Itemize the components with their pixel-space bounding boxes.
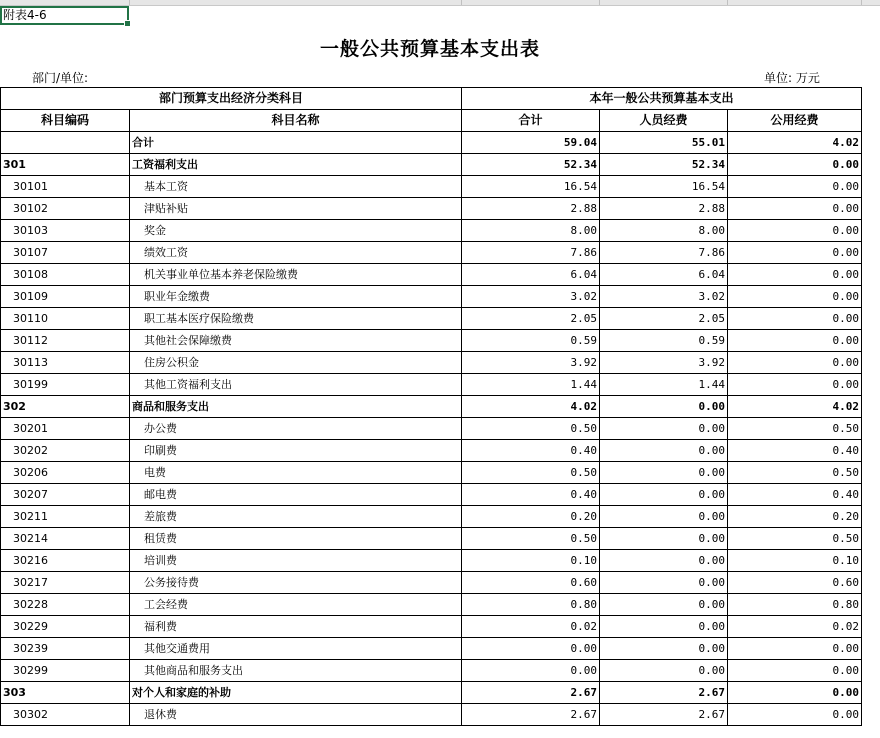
row-name-cell[interactable]: 职业年金缴费 <box>130 286 462 308</box>
row-code-cell[interactable]: 30110 <box>1 308 130 330</box>
row-name-cell[interactable]: 培训费 <box>130 550 462 572</box>
row-code-cell[interactable]: 30228 <box>1 594 130 616</box>
table-row <box>1 132 862 154</box>
row-public-cell[interactable]: 0.00 <box>728 352 862 374</box>
table-row <box>1 176 862 198</box>
table-row <box>1 418 862 440</box>
row-public-cell[interactable]: 0.60 <box>728 572 862 594</box>
row-personnel-cell[interactable]: 1.44 <box>600 374 728 396</box>
row-code-cell[interactable]: 30211 <box>1 506 130 528</box>
table-row <box>1 462 862 484</box>
row-public-cell[interactable]: 0.00 <box>728 154 862 176</box>
row-personnel-cell[interactable]: 0.00 <box>600 484 728 506</box>
row-code-cell[interactable]: 303 <box>1 682 130 704</box>
row-name-cell[interactable]: 职工基本医疗保险缴费 <box>130 308 462 330</box>
table-row <box>1 374 862 396</box>
row-name-cell[interactable]: 基本工资 <box>130 176 462 198</box>
header-total[interactable]: 合计 <box>462 110 600 132</box>
table-row <box>1 308 862 330</box>
row-name-cell[interactable]: 印刷费 <box>130 440 462 462</box>
row-public-cell[interactable]: 0.00 <box>728 198 862 220</box>
row-personnel-cell[interactable]: 8.00 <box>600 220 728 242</box>
row-public-cell[interactable]: 0.02 <box>728 616 862 638</box>
row-personnel-cell[interactable]: 2.88 <box>600 198 728 220</box>
row-total-cell[interactable]: 2.67 <box>462 682 600 704</box>
row-name-cell[interactable]: 办公费 <box>130 418 462 440</box>
row-name-cell[interactable]: 合计 <box>130 132 462 154</box>
row-public-cell[interactable]: 0.00 <box>728 682 862 704</box>
row-code-cell[interactable]: 30214 <box>1 528 130 550</box>
row-total-cell[interactable]: 0.00 <box>462 638 600 660</box>
row-personnel-cell[interactable]: 0.00 <box>600 396 728 418</box>
table-row <box>1 264 862 286</box>
row-total-cell[interactable]: 0.80 <box>462 594 600 616</box>
row-total-cell[interactable]: 16.54 <box>462 176 600 198</box>
row-public-cell[interactable]: 0.00 <box>728 638 862 660</box>
row-name-cell[interactable]: 对个人和家庭的补助 <box>130 682 462 704</box>
row-name-cell[interactable]: 工资福利支出 <box>130 154 462 176</box>
row-name-cell[interactable]: 租赁费 <box>130 528 462 550</box>
row-total-cell[interactable]: 0.60 <box>462 572 600 594</box>
row-personnel-cell[interactable]: 2.67 <box>600 682 728 704</box>
table-row <box>1 352 862 374</box>
row-total-cell[interactable]: 8.00 <box>462 220 600 242</box>
dept-label: 部门/单位: <box>32 71 89 85</box>
row-personnel-cell[interactable]: 52.34 <box>600 154 728 176</box>
row-code-cell[interactable]: 30202 <box>1 440 130 462</box>
row-personnel-cell[interactable]: 0.00 <box>600 572 728 594</box>
row-public-cell[interactable]: 0.00 <box>728 704 862 726</box>
row-name-cell[interactable]: 其他社会保障缴费 <box>130 330 462 352</box>
row-personnel-cell[interactable]: 0.00 <box>600 506 728 528</box>
budget-table <box>0 87 862 726</box>
row-personnel-cell[interactable]: 0.00 <box>600 550 728 572</box>
table-row <box>1 594 862 616</box>
row-code-cell[interactable]: 30199 <box>1 374 130 396</box>
table-row <box>1 704 862 726</box>
row-code-cell[interactable]: 30101 <box>1 176 130 198</box>
row-public-cell[interactable]: 4.02 <box>728 396 862 418</box>
row-total-cell[interactable]: 1.44 <box>462 374 600 396</box>
row-code-cell[interactable]: 301 <box>1 154 130 176</box>
row-code-cell[interactable]: 30201 <box>1 418 130 440</box>
row-public-cell[interactable]: 0.20 <box>728 506 862 528</box>
row-total-cell[interactable]: 3.02 <box>462 286 600 308</box>
row-code-cell[interactable]: 30107 <box>1 242 130 264</box>
table-row <box>1 220 862 242</box>
row-public-cell[interactable]: 0.40 <box>728 484 862 506</box>
selected-cell[interactable]: 附表4-6 <box>0 6 129 25</box>
row-code-cell[interactable]: 30108 <box>1 264 130 286</box>
page-title: 一般公共预算基本支出表 <box>319 38 540 60</box>
row-total-cell[interactable]: 2.05 <box>462 308 600 330</box>
row-public-cell[interactable]: 0.00 <box>728 220 862 242</box>
row-total-cell[interactable]: 0.50 <box>462 418 600 440</box>
row-name-cell[interactable]: 其他交通费用 <box>130 638 462 660</box>
row-name-cell[interactable]: 公务接待费 <box>130 572 462 594</box>
table-row <box>1 154 862 176</box>
unit-label: 单位: 万元 <box>764 71 820 85</box>
row-public-cell[interactable]: 0.80 <box>728 594 862 616</box>
row-public-cell[interactable]: 0.00 <box>728 176 862 198</box>
row-code-cell[interactable]: 30229 <box>1 616 130 638</box>
row-personnel-cell[interactable]: 0.59 <box>600 330 728 352</box>
row-code-cell[interactable]: 302 <box>1 396 130 418</box>
row-personnel-cell[interactable]: 2.05 <box>600 308 728 330</box>
row-name-cell[interactable]: 退休费 <box>130 704 462 726</box>
row-total-cell[interactable]: 7.86 <box>462 242 600 264</box>
row-total-cell[interactable]: 59.04 <box>462 132 600 154</box>
row-personnel-cell[interactable]: 0.00 <box>600 462 728 484</box>
row-personnel-cell[interactable]: 6.04 <box>600 264 728 286</box>
row-personnel-cell[interactable]: 16.54 <box>600 176 728 198</box>
header-group-left[interactable]: 部门预算支出经济分类科目 <box>1 88 462 110</box>
row-public-cell[interactable]: 0.00 <box>728 264 862 286</box>
row-name-cell[interactable]: 电费 <box>130 462 462 484</box>
row-name-cell[interactable]: 福利费 <box>130 616 462 638</box>
row-name-cell[interactable]: 商品和服务支出 <box>130 396 462 418</box>
row-name-cell[interactable]: 其他商品和服务支出 <box>130 660 462 682</box>
row-total-cell[interactable]: 3.92 <box>462 352 600 374</box>
row-total-cell[interactable]: 2.67 <box>462 704 600 726</box>
row-personnel-cell[interactable]: 3.02 <box>600 286 728 308</box>
row-code-cell[interactable]: 30216 <box>1 550 130 572</box>
header-personnel[interactable]: 人员经费 <box>600 110 728 132</box>
table-row <box>1 484 862 506</box>
row-total-cell[interactable]: 2.88 <box>462 198 600 220</box>
table-row <box>1 616 862 638</box>
row-total-cell[interactable]: 0.40 <box>462 484 600 506</box>
row-code-cell[interactable]: 30109 <box>1 286 130 308</box>
header-group-right[interactable]: 本年一般公共预算基本支出 <box>462 88 862 110</box>
row-total-cell[interactable]: 0.00 <box>462 660 600 682</box>
row-total-cell[interactable]: 0.50 <box>462 462 600 484</box>
row-personnel-cell[interactable]: 0.00 <box>600 660 728 682</box>
row-total-cell[interactable]: 0.40 <box>462 440 600 462</box>
row-name-cell[interactable]: 津贴补贴 <box>130 198 462 220</box>
row-personnel-cell[interactable]: 0.00 <box>600 528 728 550</box>
header-public[interactable]: 公用经费 <box>728 110 862 132</box>
table-row <box>1 550 862 572</box>
row-name-cell[interactable]: 奖金 <box>130 220 462 242</box>
row-total-cell[interactable]: 0.20 <box>462 506 600 528</box>
row-name-cell[interactable]: 工会经费 <box>130 594 462 616</box>
row-public-cell[interactable]: 0.50 <box>728 462 862 484</box>
row-total-cell[interactable]: 0.59 <box>462 330 600 352</box>
row-code-cell[interactable]: 30217 <box>1 572 130 594</box>
row-code-cell[interactable]: 30207 <box>1 484 130 506</box>
row-personnel-cell[interactable]: 2.67 <box>600 704 728 726</box>
row-total-cell[interactable]: 4.02 <box>462 396 600 418</box>
row-public-cell[interactable]: 0.40 <box>728 440 862 462</box>
row-personnel-cell[interactable]: 0.00 <box>600 616 728 638</box>
row-code-cell[interactable]: 30113 <box>1 352 130 374</box>
row-code-cell[interactable]: 30102 <box>1 198 130 220</box>
row-public-cell[interactable]: 0.00 <box>728 330 862 352</box>
row-personnel-cell[interactable]: 0.00 <box>600 638 728 660</box>
table-row <box>1 638 862 660</box>
row-personnel-cell[interactable]: 0.00 <box>600 440 728 462</box>
header-name[interactable]: 科目名称 <box>130 110 462 132</box>
column-header-bar <box>0 0 880 6</box>
row-code-cell[interactable]: 30112 <box>1 330 130 352</box>
table-row <box>1 440 862 462</box>
row-public-cell[interactable]: 0.50 <box>728 528 862 550</box>
row-total-cell[interactable]: 6.04 <box>462 264 600 286</box>
row-public-cell[interactable]: 0.00 <box>728 286 862 308</box>
row-personnel-cell[interactable]: 0.00 <box>600 594 728 616</box>
row-personnel-cell[interactable]: 7.86 <box>600 242 728 264</box>
row-total-cell[interactable]: 52.34 <box>462 154 600 176</box>
row-code-cell[interactable]: 30103 <box>1 220 130 242</box>
table-row <box>1 330 862 352</box>
row-code-cell[interactable] <box>1 132 130 154</box>
table-row <box>1 286 862 308</box>
row-code-cell[interactable]: 30299 <box>1 660 130 682</box>
row-total-cell[interactable]: 0.50 <box>462 528 600 550</box>
table-row <box>1 506 862 528</box>
row-name-cell[interactable]: 机关事业单位基本养老保险缴费 <box>130 264 462 286</box>
row-personnel-cell[interactable]: 55.01 <box>600 132 728 154</box>
row-public-cell[interactable]: 0.50 <box>728 418 862 440</box>
table-row <box>1 242 862 264</box>
row-name-cell[interactable]: 邮电费 <box>130 484 462 506</box>
row-name-cell[interactable]: 其他工资福利支出 <box>130 374 462 396</box>
row-personnel-cell[interactable]: 3.92 <box>600 352 728 374</box>
table-row <box>1 396 862 418</box>
row-public-cell[interactable]: 0.00 <box>728 242 862 264</box>
row-public-cell[interactable]: 0.10 <box>728 550 862 572</box>
row-public-cell[interactable]: 0.00 <box>728 308 862 330</box>
table-row <box>1 528 862 550</box>
row-code-cell[interactable]: 30206 <box>1 462 130 484</box>
table-row <box>1 198 862 220</box>
row-public-cell[interactable]: 4.02 <box>728 132 862 154</box>
row-total-cell[interactable]: 0.10 <box>462 550 600 572</box>
table-row <box>1 572 862 594</box>
row-name-cell[interactable]: 住房公积金 <box>130 352 462 374</box>
table-body <box>1 132 862 726</box>
table-row <box>1 660 862 682</box>
row-personnel-cell[interactable]: 0.00 <box>600 418 728 440</box>
row-public-cell[interactable]: 0.00 <box>728 660 862 682</box>
row-public-cell[interactable]: 0.00 <box>728 374 862 396</box>
row-code-cell[interactable]: 30239 <box>1 638 130 660</box>
row-code-cell[interactable]: 30302 <box>1 704 130 726</box>
row-name-cell[interactable]: 差旅费 <box>130 506 462 528</box>
row-name-cell[interactable]: 绩效工资 <box>130 242 462 264</box>
header-code[interactable]: 科目编码 <box>1 110 130 132</box>
table-row <box>1 682 862 704</box>
row-total-cell[interactable]: 0.02 <box>462 616 600 638</box>
